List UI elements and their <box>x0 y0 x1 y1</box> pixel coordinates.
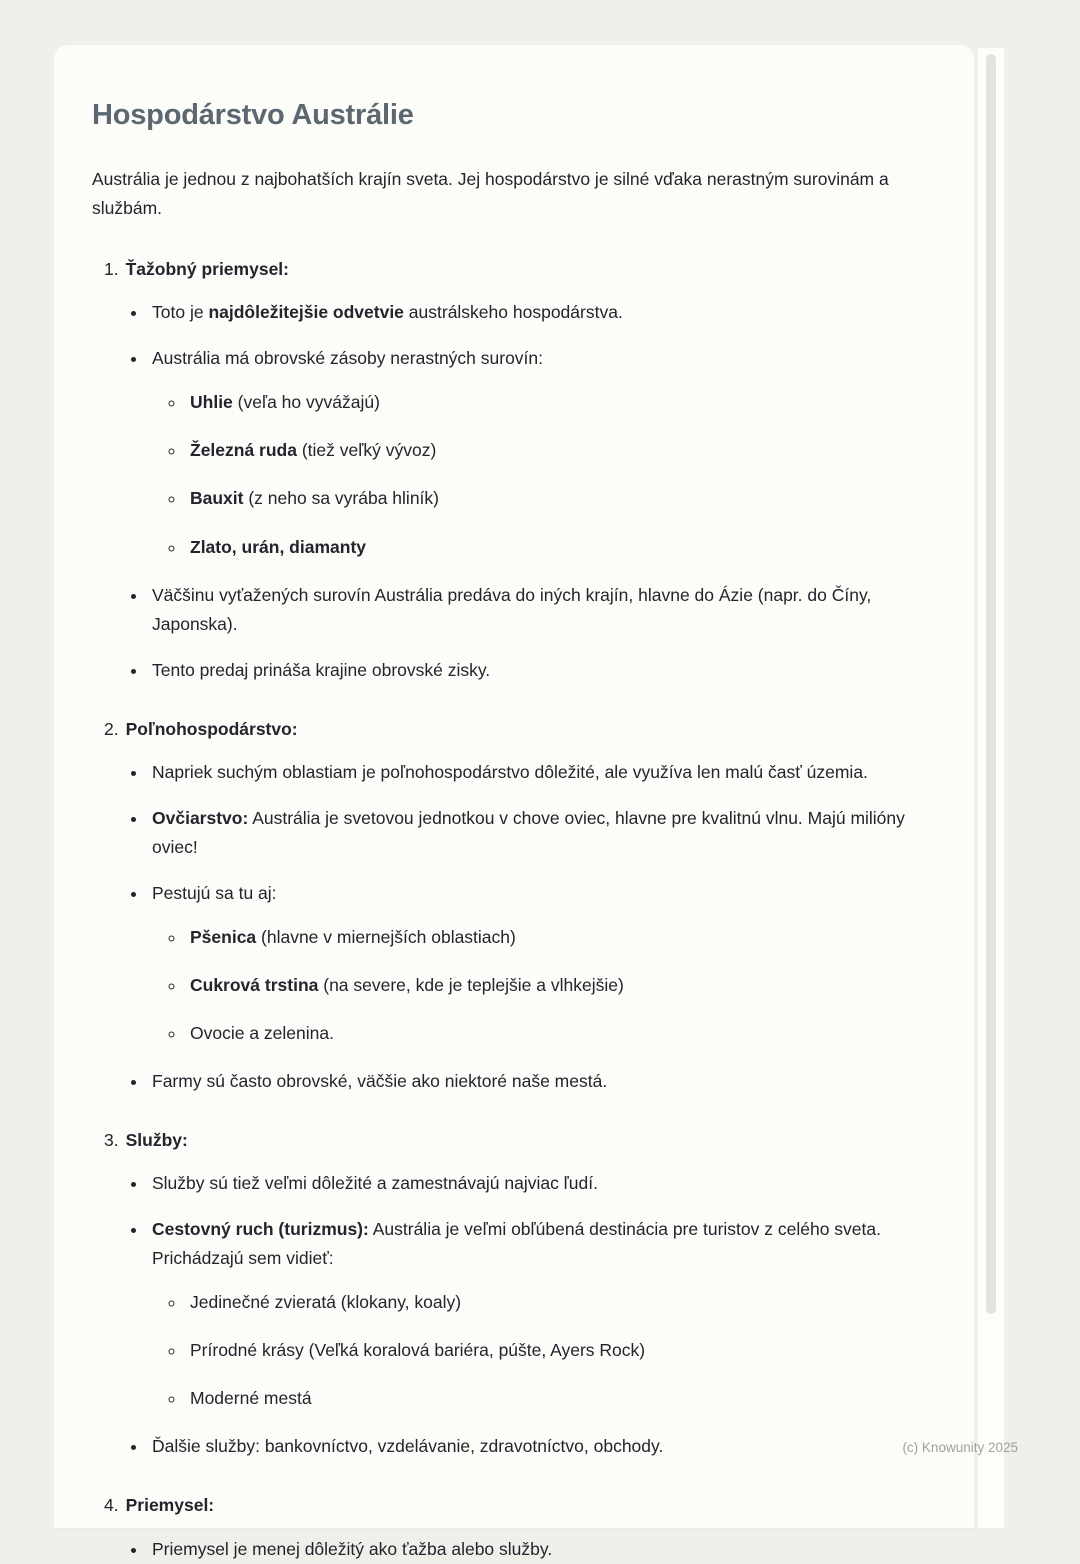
page-title: Hospodárstvo Austrálie <box>92 99 414 131</box>
section-number: 3. <box>104 1130 119 1151</box>
outline-section <box>104 1126 934 1461</box>
bullet-list-level-2 <box>152 1288 934 1413</box>
list-item <box>148 1067 934 1096</box>
list-item <box>186 1336 934 1365</box>
list-item <box>186 484 934 513</box>
outline-section <box>104 715 934 1096</box>
list-item <box>148 879 934 1048</box>
text-segment: Ovocie a zelenina. <box>190 1023 334 1044</box>
bullet-list-level-1 <box>104 1169 934 1461</box>
list-item <box>148 1215 934 1413</box>
text-segment: Austrália má obrovské zásoby nerastných surovín: <box>152 348 544 369</box>
list-item <box>148 298 934 327</box>
bold-text-segment: Bauxit <box>190 488 244 509</box>
text-segment: Ďalšie služby: bankovníctvo, vzdelávanie, zdravotníctvo, obchody. <box>152 1436 664 1457</box>
watermark: (c) Knowunity 2025 <box>902 1440 1018 1455</box>
text-segment: Priemysel je menej dôležitý ako ťažba alebo služby. <box>152 1538 553 1559</box>
bold-text-segment: Ovčiarstvo: <box>152 807 249 828</box>
outline-section <box>104 255 934 684</box>
list-item <box>186 436 934 465</box>
text-segment: Austrália je veľmi obľúbená destinácia pre turistov z celého sveta. Prichádzajú sem vidieť: <box>152 1219 881 1269</box>
bold-text-segment: Železná ruda <box>190 440 297 461</box>
bold-text-segment: Cukrová trstina <box>190 974 319 995</box>
text-segment: (z neho sa vyrába hliník) <box>243 488 439 509</box>
section-number: 1. <box>104 259 119 280</box>
text-segment: Jedinečné zvieratá (klokany, koaly) <box>190 1292 462 1313</box>
text-segment: Napriek suchým oblastiam je poľnohospodárstvo dôležité, ale využíva len malú časť územia. <box>152 761 868 782</box>
scrollbar-thumb[interactable] <box>986 54 996 1314</box>
section-title: Ťažobný priemysel: <box>125 259 289 280</box>
section-heading <box>104 1491 934 1520</box>
document-page <box>54 45 974 1559</box>
bullet-list-level-1 <box>104 298 934 684</box>
list-item <box>186 971 934 1000</box>
section-heading <box>104 255 934 284</box>
list-item <box>148 344 934 561</box>
text-segment: Farmy sú často obrovské, väčšie ako niektoré naše mestá. <box>152 1071 608 1092</box>
bullet-list-level-2 <box>152 923 934 1048</box>
text-segment: Austrália je svetovou jednotkou v chove oviec, hlavne pre kvalitnú vlnu. Majú milióny oviec! <box>152 807 905 857</box>
outline-list <box>92 255 934 1563</box>
bullet-list-level-1 <box>104 1535 934 1564</box>
section-title: Priemysel: <box>125 1495 215 1516</box>
list-item <box>186 923 934 952</box>
bold-text-segment: Pšenica <box>190 926 257 947</box>
text-segment: Tento predaj prináša krajine obrovské zisky. <box>152 659 491 680</box>
section-title: Služby: <box>125 1130 188 1151</box>
section-heading <box>104 1126 934 1155</box>
text-segment: Moderné mestá <box>190 1388 312 1409</box>
bullet-list-level-1 <box>104 758 934 1096</box>
list-item <box>186 1288 934 1317</box>
list-item <box>186 533 934 562</box>
section-number: 2. <box>104 718 119 739</box>
scrollbar-track[interactable] <box>978 48 1004 1528</box>
text-segment: Toto je <box>152 302 209 323</box>
list-item <box>186 388 934 417</box>
bold-text-segment: Uhlie <box>190 392 233 413</box>
section-heading <box>104 715 934 744</box>
list-item <box>148 656 934 685</box>
text-segment: Prírodné krásy (Veľká koralová bariéra, púšte, Ayers Rock) <box>190 1340 646 1361</box>
text-segment: Väčšinu vyťažených surovín Austrália predáva do iných krajín, hlavne do Ázie (napr. do Číny, Japonska). <box>152 584 872 634</box>
intro-paragraph: Austrália je jednou z najbohatších krajín sveta. Jej hospodárstvo je silné vďaka nerastným surovinám a službám. <box>92 169 889 219</box>
list-item <box>148 1432 934 1461</box>
text-segment: Služby sú tiež veľmi dôležité a zamestnávajú najviac ľudí. <box>152 1173 598 1194</box>
list-item <box>148 758 934 787</box>
list-item <box>148 1169 934 1198</box>
text-segment: (veľa ho vyvážajú) <box>232 392 380 413</box>
list-item <box>148 1535 934 1564</box>
list-item <box>186 1019 934 1048</box>
list-item <box>148 804 934 862</box>
bold-text-segment: Cestovný ruch (turizmus): <box>152 1219 369 1240</box>
section-title: Poľnohospodárstvo: <box>125 718 298 739</box>
text-segment: (hlavne v miernejších oblastiach) <box>256 926 516 947</box>
text-segment: (na severe, kde je teplejšie a vlhkejšie) <box>318 974 624 995</box>
bold-text-segment: najdôležitejšie odvetvie <box>208 302 404 323</box>
text-segment: Pestujú sa tu aj: <box>152 882 277 903</box>
bullet-list-level-2 <box>152 388 934 561</box>
list-item <box>186 1384 934 1413</box>
text-segment: (tiež veľký vývoz) <box>296 440 437 461</box>
bold-text-segment: Zlato, urán, diamanty <box>190 536 366 557</box>
list-item <box>148 581 934 639</box>
section-number: 4. <box>104 1495 119 1516</box>
text-segment: austrálskeho hospodárstva. <box>403 302 623 323</box>
document-content <box>54 45 974 1564</box>
